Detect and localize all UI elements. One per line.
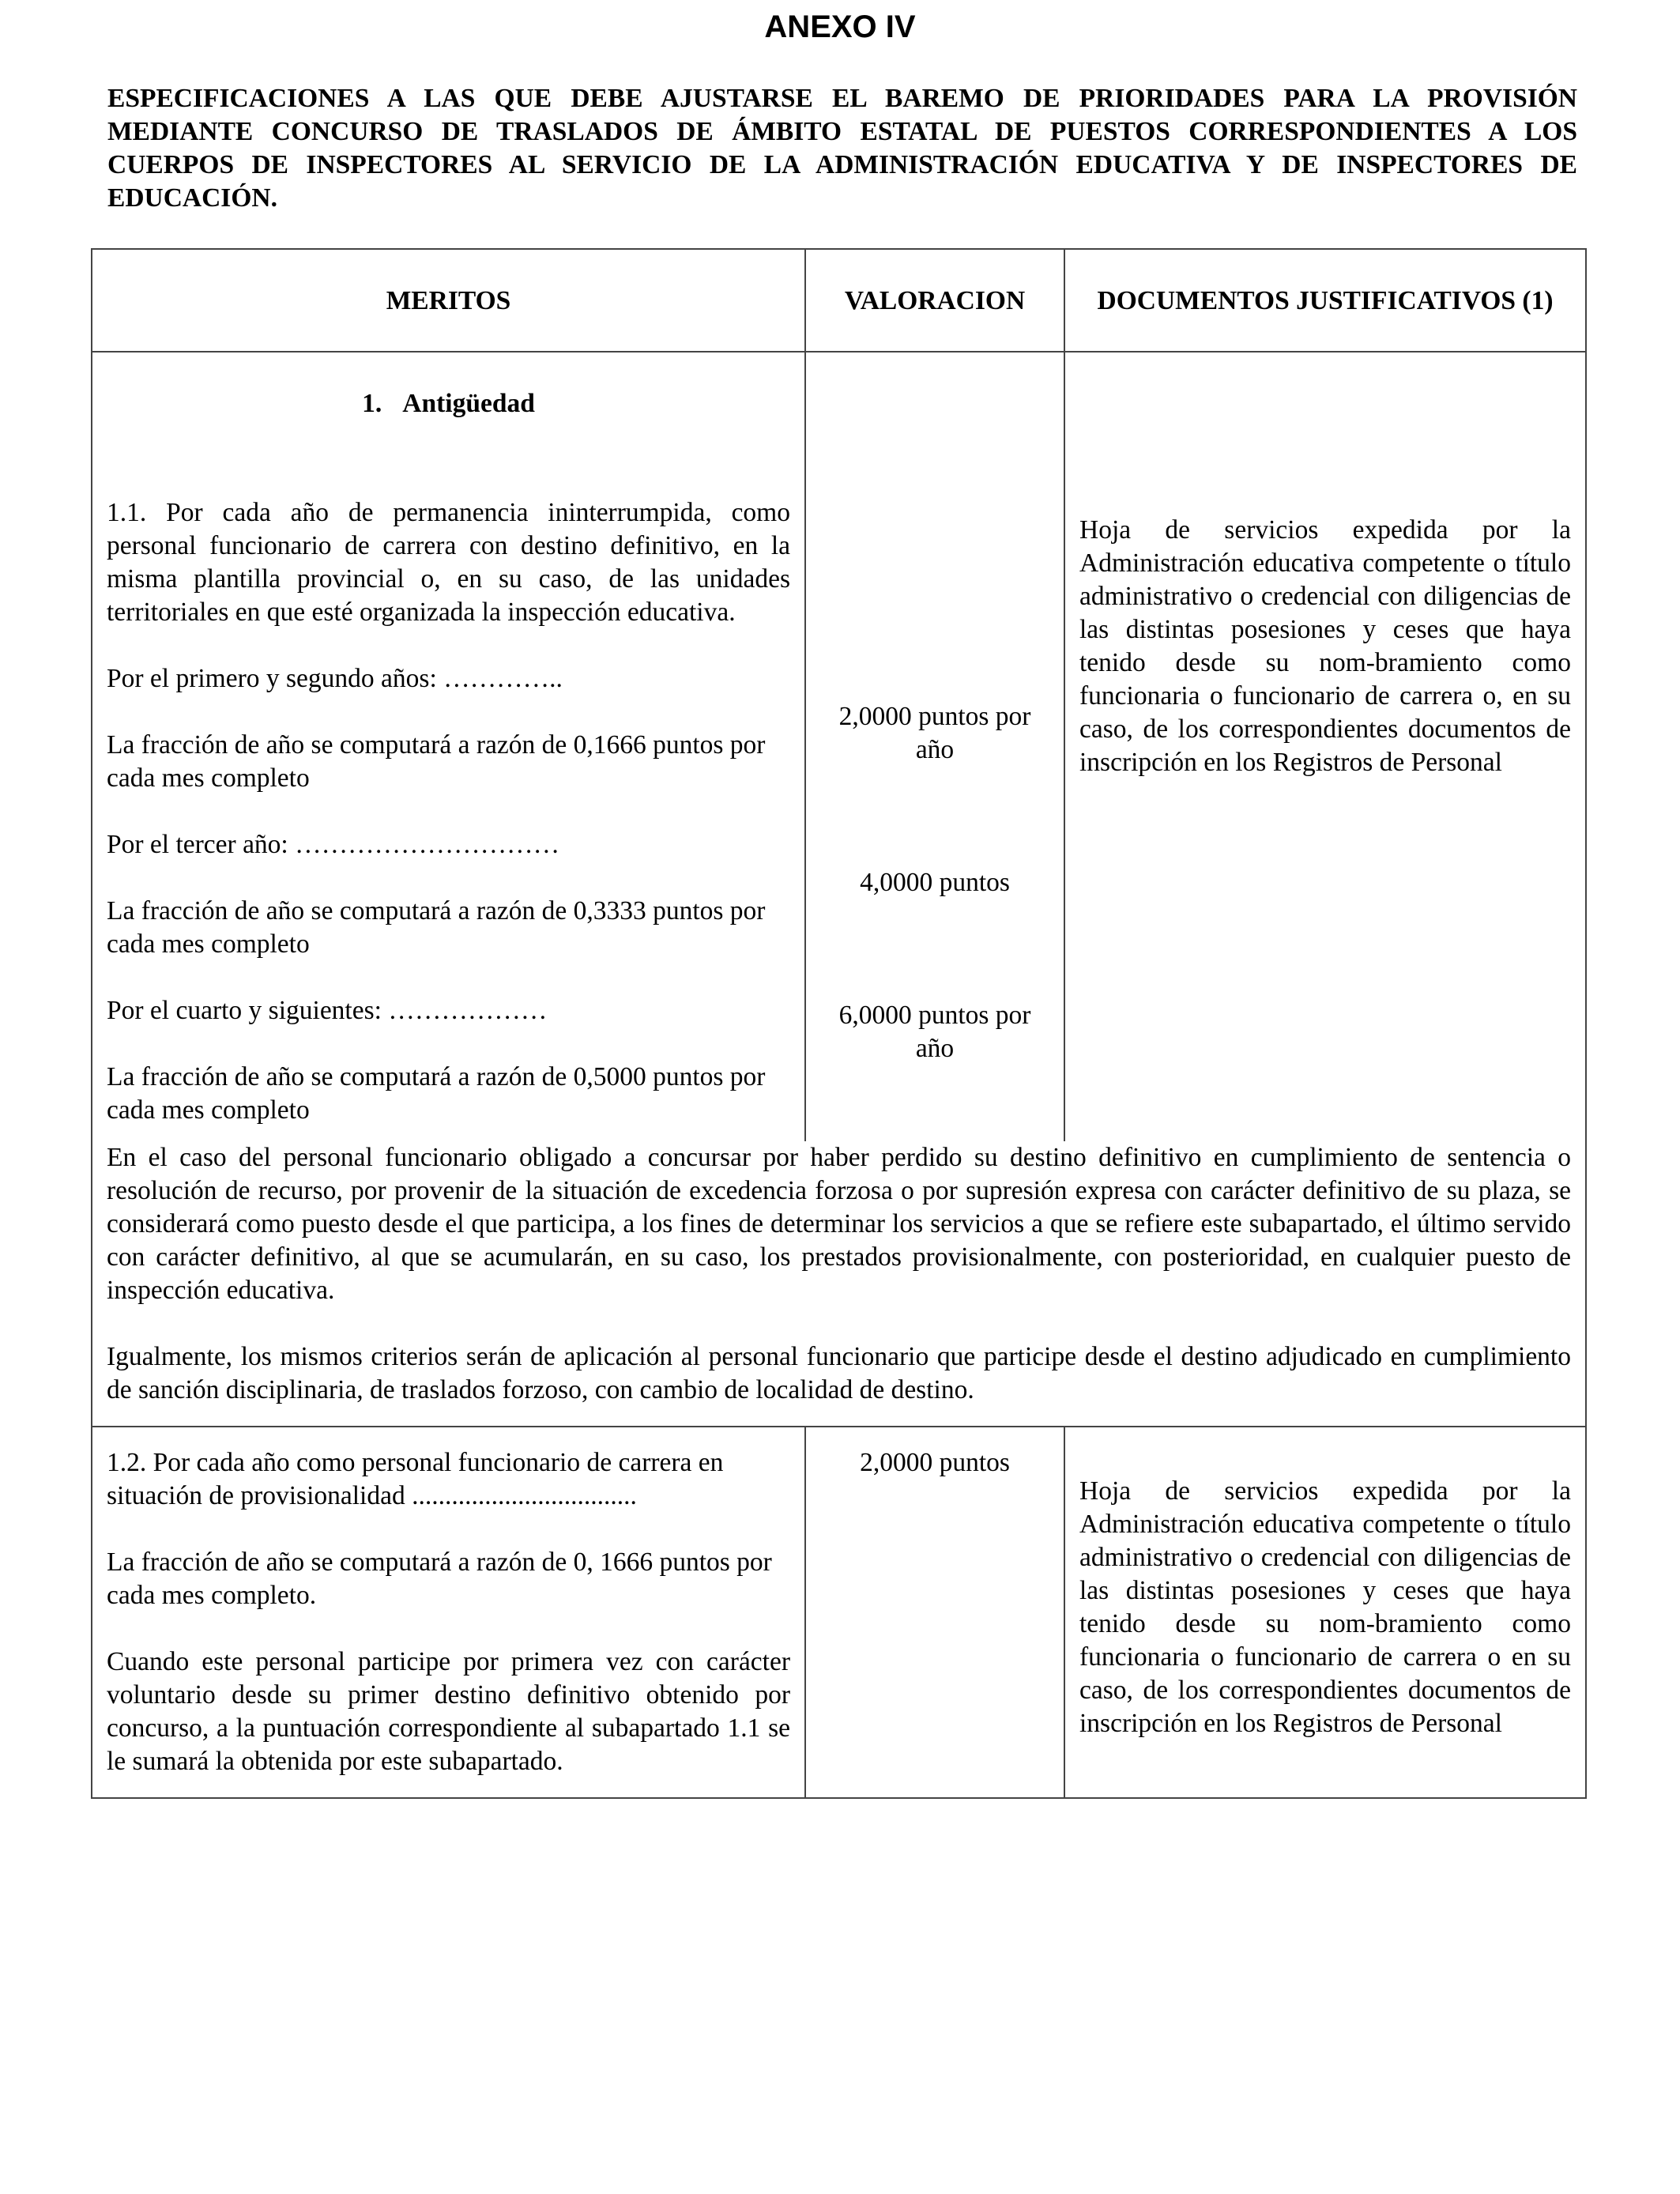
section-title: Antigüedad <box>402 389 535 418</box>
table-row-note <box>92 1141 1586 1427</box>
merits-cell-1-2 <box>92 1427 805 1798</box>
note-paragraph-1: En el caso del personal funcionario obligado a concursar por haber perdido su destino definitivo en cumplimiento de sentencia o resolución de recurso, por provenir de la situación de excedencia forzosa o por supresión expresa con carácter definitivo de su plaza, se considerará como puesto desde el que participa, a los fines de determinar los servicios a que se refiere este subapartado, el último servido con carácter definitivo, al que se acumularán, en su caso, los prestados provisionalmente, con posterioridad, en cualquier puesto de inspección educativa. <box>107 1143 1571 1305</box>
item-1-1-line-c: Por el cuarto y siguientes: ……………… <box>107 996 548 1025</box>
item-1-2-extra: Cuando este personal participe por primera vez con carácter voluntario desde su primer destino definitivo obtenido por concurso, a la puntuación correspondiente al subapartado 1.1 se le sumará la obtenida por este subapartado. <box>107 1647 790 1776</box>
document-subtitle: ESPECIFICACIONES A LAS QUE DEBE AJUSTARSE EL BAREMO DE PRIORIDADES PARA LA PROVISIÓN MEDIANTE CONCURSO DE TRASLADOS DE ÁMBITO ESTATAL DE PUESTOS CORRESPONDIENTES A LOS CUERPOS DE INSPECTORES AL SERVICIO DE LA ADMINISTRACIÓN EDUCATIVA Y DE INSPECTORES DE EDUCACIÓN. <box>107 84 1577 213</box>
valoracion-cell-1-2 <box>805 1427 1064 1798</box>
item-1-2-fraction: La fracción de año se computará a razón de 0, 1666 puntos por cada mes completo. <box>107 1547 772 1610</box>
table-header-row <box>92 249 1586 352</box>
item-1-1-line-a: Por el primero y segundo años: ………….. <box>107 664 563 693</box>
table-row-antiguedad <box>92 352 1586 1141</box>
item-1-1-fraction-b: La fracción de año se computará a razón de 0,3333 puntos por cada mes completo <box>107 896 766 959</box>
item-1-2-description: 1.2. Por cada año como personal funcionario de carrera en situación de provisionalidad .................................. <box>107 1448 724 1510</box>
item-1-1-fraction-a: La fracción de año se computará a razón de 0,1666 puntos por cada mes completo <box>107 730 766 793</box>
header-documentos: DOCUMENTOS JUSTIFICATIVOS (1) <box>1064 249 1586 352</box>
page-title: ANEXO IV <box>764 9 916 44</box>
item-1-1-value-b: 4,0000 puntos <box>860 868 1010 897</box>
header-meritos: MERITOS <box>92 249 805 352</box>
note-cell <box>92 1141 1586 1427</box>
item-1-1-value-a: 2,0000 puntos por año <box>838 702 1031 764</box>
valoracion-cell-1-1 <box>805 352 1064 1141</box>
item-1-2-value: 2,0000 puntos <box>860 1448 1010 1477</box>
merits-table <box>91 248 1587 1799</box>
note-paragraph-2: Igualmente, los mismos criterios serán de aplicación al personal funcionario que participe desde el destino adjudicado en cumplimiento de sanción disciplinaria, de traslados forzoso, con cambio de localidad de destino. <box>107 1342 1571 1404</box>
merits-cell-1-1 <box>92 352 805 1141</box>
header-valoracion: VALORACION <box>805 249 1064 352</box>
documentos-cell-1-1 <box>1064 352 1586 1141</box>
item-1-1-documents: Hoja de servicios expedida por la Administración educativa competente o título administrativo o credencial con diligencias de las distintas posesiones y ceses que haya tenido desde su nom-bramiento como funcionaria o funcionario de carrera o, en su caso, de los correspondientes documentos de inscripción en los Registros de Personal <box>1079 515 1571 777</box>
item-1-1-line-b: Por el tercer año: ………………………… <box>107 830 560 859</box>
documentos-cell-1-2 <box>1064 1427 1586 1798</box>
table-row-provisionalidad <box>92 1427 1586 1798</box>
item-1-1-description: 1.1. Por cada año de permanencia ininterrumpida, como personal funcionario de carrera con destino definitivo, en la misma plantilla provincial o, en su caso, de las unidades territoriales en que esté organizada la inspección educativa. <box>107 498 790 627</box>
item-1-2-documents: Hoja de servicios expedida por la Administración educativa competente o título administrativo o credencial con diligencias de las distintas posesiones y ceses que haya tenido desde su nom-bramiento como funcionaria o funcionario de carrera o en su caso, de los correspondientes documentos de inscripción en los Registros de Personal <box>1079 1476 1571 1738</box>
section-heading <box>107 387 790 463</box>
section-number: 1. <box>362 389 382 418</box>
item-1-1-fraction-c: La fracción de año se computará a razón de 0,5000 puntos por cada mes completo <box>107 1062 766 1125</box>
item-1-1-value-c: 6,0000 puntos por año <box>838 1001 1031 1063</box>
